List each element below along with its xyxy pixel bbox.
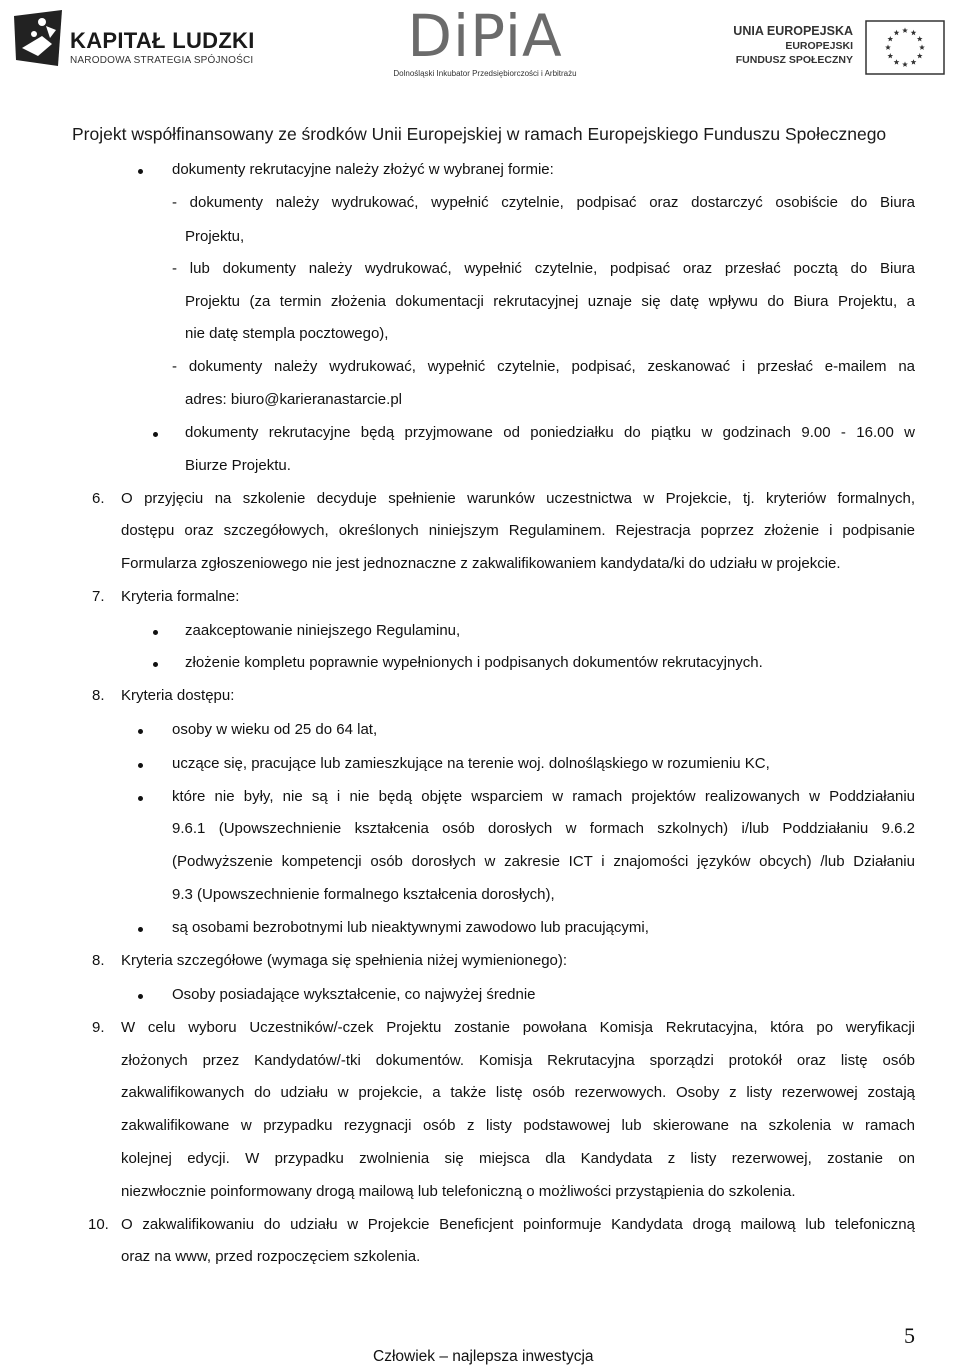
bullet-dot [138,927,143,932]
list-number: 7. [92,588,105,605]
bullet-dot [153,630,158,635]
dipia-subtitle: Dolnośląski Inkubator Przedsiębiorczości i Arbitrażu [393,69,577,78]
page-header [0,0,960,144]
list-number: 10. [88,1216,109,1233]
text-line: 9.3 (Upowszechnienie formalnego kształcenia dorosłych), [172,886,555,903]
text-line: złożonych przez Kandydatów/-tki dokumentów. Komisja Rekrutacyjna sporządzi protokół oraz listę osób [121,1052,915,1069]
text-line: Projektu (za termin złożenia dokumentacji rekrutacyjnej uznaje się datę wpływu do Biura Projektu, a [185,293,915,310]
text-line: są osobami bezrobotnymi lub nieaktywnymi zawodowo lub pracującymi, [172,919,649,936]
list-number: 6. [92,490,105,507]
text-line: dostępu oraz szczegółowych, określonych niniejszym Regulaminem. Rejestracja poprzez złożenie i podpisanie [121,522,915,539]
text-line: oraz na www, przed rozpoczęciem szkolenia. [121,1248,421,1265]
eu-flag-icon [865,20,945,75]
text-line: Kryteria formalne: [121,588,240,605]
text-line: Formularza zgłoszeniowego nie jest jednoznaczne z zakwalifikowaniem kandydata/ki do udziału w projekcie. [121,555,841,572]
bullet-dot [153,662,158,667]
text-line: dokumenty rekrutacyjne będą przyjmowane od poniedziałku do piątku w godzinach 9.00 - 16.00 w [185,424,915,441]
bullet-dot [138,994,143,999]
text-line: Projektu, [185,228,245,245]
text-line: - dokumenty należy wydrukować, wypełnić czytelnie, podpisać oraz dostarczyć osobiście do Biura [172,194,915,211]
text-line: kolejnej edycji. W przypadku zwolnienia się miejsca dla Kandydata z listy rezerwowej, zostanie on [121,1150,915,1167]
text-line: Osoby posiadające wykształcenie, co najwyżej średnie [172,986,536,1003]
text-line: zakwalifikowanych do udziału w projekcie, a także listę osób rezerwowych. Osoby z listy rezerwowej zostają [121,1084,915,1101]
text-line: - dokumenty należy wydrukować, wypełnić czytelnie, podpisać, zeskanować i przesłać e-mailem na [172,358,915,375]
eu-line-2: EUROPEJSKI [785,40,853,52]
page-number: 5 [904,1323,915,1348]
bullet-dot [138,169,143,174]
text-line: W celu wyboru Uczestników/-czek Projektu zostanie powołana Komisja Rekrutacyjna, która po weryfikacji [121,1019,915,1036]
text-line: (Podwyższenie kompetencji osób dorosłych w zakresie ICT i znajomości języków obcych) /lub Działaniu [172,853,915,870]
text-line: nie datę stempla pocztowego), [185,325,389,342]
text-line: adres: biuro@karieranastarcie.pl [185,391,402,408]
bullet-dot [138,763,143,768]
eu-line-3: FUNDUSZ SPOŁECZNY [735,54,853,66]
bullet-dot [153,432,158,437]
eu-logo [728,20,953,80]
kapital-ludzki-subtitle: NARODOWA STRATEGIA SPÓJNOŚCI [70,55,254,66]
text-line: zaakceptowanie niniejszego Regulaminu, [185,622,461,639]
list-number: 9. [92,1019,105,1036]
list-number: 8. [92,952,105,969]
text-line: osoby w wieku od 25 do 64 lat, [172,721,378,738]
kapital-ludzki-title: KAPITAŁ LUDZKI [70,28,255,53]
eu-line-1: UNIA EUROPEJSKA [733,24,853,38]
kapital-ludzki-logo [12,8,262,78]
footer-slogan: Człowiek – najlepsza inwestycja [373,1348,594,1365]
dipia-logo [385,2,585,90]
list-number: 8. [92,687,105,704]
text-line: dokumenty rekrutacyjne należy złożyć w wybranej formie: [172,161,554,178]
text-line: uczące się, pracujące lub zamieszkujące na terenie woj. dolnośląskiego w rozumieniu KC, [172,755,770,772]
bullet-dot [138,729,143,734]
text-line: O przyjęciu na szkolenie decyduje spełnienie warunków uczestnictwa w Projekcie, tj. kryteriów formalnych, [121,490,915,507]
dipia-wordmark: DiPiA [407,2,563,70]
text-line: niezwłocznie poinformowany drogą mailową lub telefoniczną o możliwości przystąpienia do szkolenia. [121,1183,796,1200]
text-line: które nie były, nie są i nie będą objęte wsparciem w ramach projektów realizowanych w Poddziałaniu [172,788,915,805]
text-line: Kryteria szczegółowe (wymaga się spełnienia niżej wymienionego): [121,952,568,969]
text-line: O zakwalifikowaniu do udziału w Projekcie Beneficjent poinformuje Kandydata drogą mailową lub telefoniczną [121,1216,915,1233]
text-line: 9.6.1 (Upowszechnienie kształcenia osób dorosłych w formach szkolnych) i/lub Poddziałaniu 9.6.2 [172,820,915,837]
text-line: Kryteria dostępu: [121,687,235,704]
bullet-dot [138,796,143,801]
text-line: Biurze Projektu. [185,457,291,474]
project-cofinancing-line: Projekt współfinansowany ze środków Unii Europejskiej w ramach Europejskiego Funduszu Społecznego [72,124,887,144]
text-line: - lub dokumenty należy wydrukować, wypełnić czytelnie, podpisać oraz przesłać pocztą do Biura [172,260,915,277]
eu-text [733,24,853,66]
text-line: złożenie kompletu poprawnie wypełnionych i podpisanych dokumentów rekrutacyjnych. [185,654,763,671]
text-line: zakwalifikowane w przypadku rezygnacji osób z listy podstawowej lub skierowane na szkolenia w ramach [121,1117,915,1134]
kapital-ludzki-emblem-icon [12,8,64,68]
